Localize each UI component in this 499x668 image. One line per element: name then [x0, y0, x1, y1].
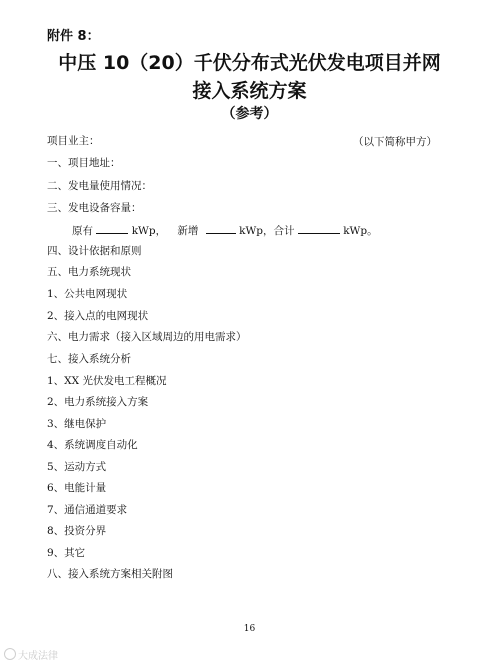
item-system-analysis: 七、接入系统分析: [47, 353, 131, 365]
item-operation-mode: 5、运动方式: [47, 461, 107, 473]
item-investment: 8、投资分界: [47, 525, 107, 537]
item-other: 9、其它: [47, 547, 86, 559]
item-dispatch-automation: 4、系统调度自动化: [47, 439, 138, 451]
item-design-basis: 四、设计依据和原则: [47, 245, 142, 257]
item-public-grid: 1、公共电网现状: [47, 288, 128, 300]
item-capacity: 三、发电设备容量：: [47, 202, 142, 214]
new-label: 新增: [177, 225, 199, 237]
new-blank: [206, 222, 236, 234]
title-line-2: 接入系统方案: [192, 80, 307, 102]
existing-blank: [96, 222, 128, 234]
item-relay-protection: 3、继电保护: [47, 418, 107, 430]
watermark: [4, 647, 58, 662]
watermark-text: 大成法律: [18, 651, 58, 662]
capacity-row: [72, 222, 378, 238]
unit-3: kWp。: [343, 225, 378, 237]
item-drawings: 八、接入系统方案相关附图: [47, 568, 173, 580]
item-power-demand: 六、电力需求（接入区域周边的用电需求）: [47, 331, 247, 343]
unit-2: kWp，合计: [239, 225, 295, 237]
title-line-1: 中压 10（20）千伏分布式光伏发电项目并网: [58, 52, 441, 74]
item-access-grid: 2、接入点的电网现状: [47, 310, 149, 322]
item-power-status: 五、电力系统现状: [47, 266, 131, 278]
subtitle: （参考）: [221, 106, 278, 122]
item-communication: 7、通信通道要求: [47, 504, 128, 516]
total-blank: [298, 222, 340, 234]
item-address: 一、项目地址：: [47, 157, 121, 169]
unit-1: kWp，: [131, 225, 167, 237]
annex-label: 附件 8：: [47, 29, 100, 44]
item-project-overview: 1、XX 光伏发电工程概况: [47, 375, 167, 387]
item-metering: 6、电能计量: [47, 482, 107, 494]
existing-label: 原有: [72, 225, 93, 237]
item-usage: 二、发电量使用情况：: [47, 180, 152, 192]
page-number: 16: [243, 624, 256, 634]
item-access-plan: 2、电力系统接入方案: [47, 396, 149, 408]
owner-note: （以下简称甲方）: [353, 136, 437, 148]
owner-label: 项目业主：: [47, 135, 100, 147]
watermark-logo-icon: [4, 648, 16, 660]
